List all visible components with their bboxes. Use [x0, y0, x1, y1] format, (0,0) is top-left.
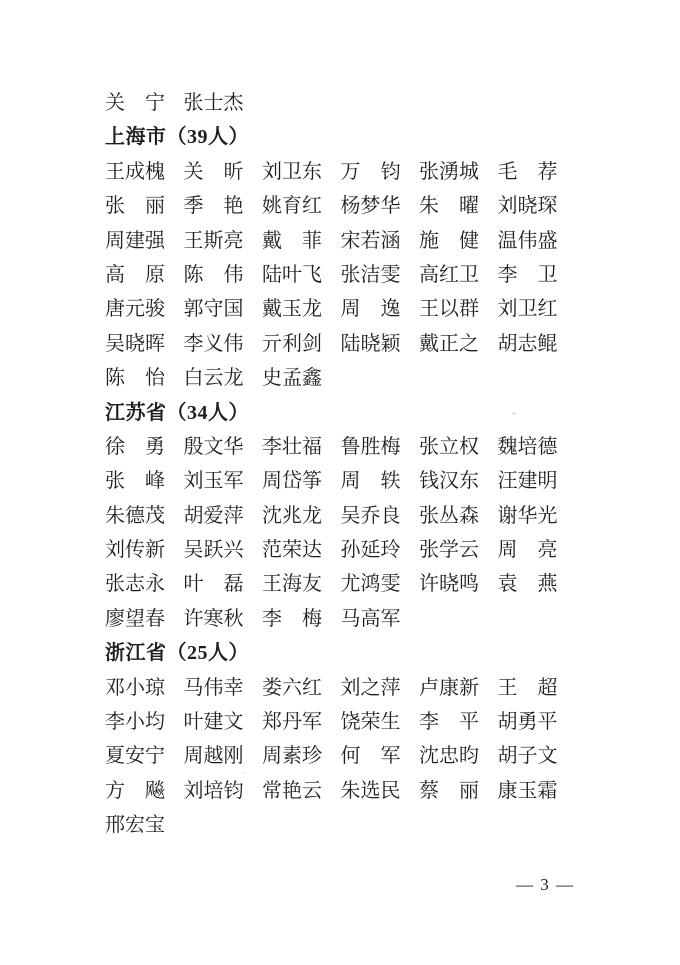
- person-name: 亓利剑: [262, 332, 322, 355]
- name-row: [105, 464, 567, 498]
- name-row: [105, 327, 567, 361]
- person-name: 周 亮: [497, 539, 558, 562]
- person-name: 李壮福: [262, 435, 322, 458]
- person-name: 万 钧: [340, 160, 401, 183]
- person-name: 袁 燕: [497, 573, 558, 596]
- person-name: 唐元骏: [105, 298, 165, 321]
- person-name: 李小均: [105, 711, 165, 734]
- name-row: [105, 808, 567, 842]
- person-name: 陈 伟: [183, 263, 244, 286]
- person-name: 方 飚: [105, 779, 165, 802]
- person-name: 夏安宁: [105, 745, 165, 768]
- person-name: 卢康新: [419, 676, 479, 699]
- person-name: 尤鸿雯: [340, 573, 401, 596]
- person-name: 张 峰: [105, 470, 165, 493]
- person-name: 徐 勇: [105, 435, 165, 458]
- person-name: 周越刚: [183, 745, 244, 768]
- person-name: 张丛森: [419, 504, 479, 527]
- person-name: 周建强: [105, 229, 165, 252]
- person-name: 陆晓颖: [340, 332, 401, 355]
- person-name: 王海友: [262, 573, 322, 596]
- name-row: [105, 258, 567, 292]
- person-name: 杨梦华: [340, 195, 401, 218]
- person-name: 谢华光: [497, 504, 558, 527]
- person-name: 李义伟: [183, 332, 244, 355]
- person-name: 胡爱萍: [183, 504, 244, 527]
- person-name: 马伟幸: [183, 676, 244, 699]
- person-name: 鲁胜梅: [340, 435, 401, 458]
- name-row: [105, 86, 567, 120]
- person-name: 孙延玲: [340, 539, 401, 562]
- person-name: 胡勇平: [497, 711, 558, 734]
- person-name: 许晓鸣: [419, 573, 479, 596]
- page-number: — 3 —: [516, 875, 575, 894]
- person-name: 刘卫东: [262, 160, 322, 183]
- person-name: 魏培德: [497, 435, 558, 458]
- name-row: [105, 361, 567, 395]
- person-name: 刘传新: [105, 539, 165, 562]
- person-name: 郭守国: [183, 298, 244, 321]
- person-name: 殷文华: [183, 435, 244, 458]
- person-name: 刘晓琛: [497, 195, 558, 218]
- person-name: 刘卫红: [497, 298, 558, 321]
- person-name: 陈 怡: [105, 367, 165, 390]
- person-name: 范荣达: [262, 539, 322, 562]
- person-name: 刘之萍: [340, 676, 401, 699]
- person-name: 张洁雯: [340, 263, 401, 286]
- name-row: [105, 499, 567, 533]
- person-name: 胡子文: [497, 745, 558, 768]
- section-heading: 上海市（39人）: [105, 126, 249, 149]
- person-name: 高红卫: [419, 263, 479, 286]
- person-name: 李 平: [419, 711, 479, 734]
- name-row: [105, 430, 567, 464]
- person-name: 李 梅: [262, 607, 322, 630]
- person-name: 邢宏宝: [105, 814, 165, 837]
- person-name: 周岱筝: [262, 470, 322, 493]
- person-name: 张学云: [419, 539, 479, 562]
- person-name: 郑丹军: [262, 711, 322, 734]
- name-row: [105, 292, 567, 326]
- person-name: 史孟鑫: [262, 367, 322, 390]
- person-name: 刘玉军: [183, 470, 244, 493]
- person-name: 王 超: [497, 676, 558, 699]
- person-name: 戴玉龙: [262, 298, 322, 321]
- person-name: 张立权: [419, 435, 479, 458]
- person-name: 吴晓晖: [105, 332, 165, 355]
- person-name: 季 艳: [183, 195, 244, 218]
- name-row: [105, 189, 567, 223]
- person-name: 温伟盛: [497, 229, 558, 252]
- person-name: 常艳云: [262, 779, 322, 802]
- name-row: [105, 567, 567, 601]
- person-name: 廖望春: [105, 607, 165, 630]
- person-name: 吴跃兴: [183, 539, 244, 562]
- name-row: [105, 705, 567, 739]
- person-name: 宋若涵: [340, 229, 401, 252]
- person-name: 毛 荐: [497, 160, 558, 183]
- person-name: 戴 菲: [262, 229, 322, 252]
- person-name: 姚育红: [262, 195, 322, 218]
- person-name: 沈忠昀: [419, 745, 479, 768]
- person-name: 马高军: [340, 607, 401, 630]
- person-name: 张湧城: [419, 160, 479, 183]
- person-name: 施 健: [419, 229, 479, 252]
- person-name: 刘培钧: [183, 779, 244, 802]
- person-name: 钱汉东: [419, 470, 479, 493]
- person-name: 许寒秋: [183, 607, 244, 630]
- person-name: 王成槐: [105, 160, 165, 183]
- name-row: [105, 602, 567, 636]
- person-name: 陆叶飞: [262, 263, 322, 286]
- person-name: 周 逸: [340, 298, 401, 321]
- person-name: 关 宁: [105, 92, 165, 114]
- name-list: [105, 86, 567, 843]
- person-name: 王以群: [419, 298, 479, 321]
- person-name: 张士杰: [183, 92, 244, 114]
- person-name: 康玉霜: [497, 779, 558, 802]
- person-name: 邓小琼: [105, 676, 165, 699]
- scan-artifact: [512, 412, 516, 415]
- person-name: 叶建文: [183, 711, 244, 734]
- person-name: 蔡 丽: [419, 779, 479, 802]
- name-row: [105, 224, 567, 258]
- person-name: 王斯亮: [183, 229, 244, 252]
- scan-artifact: [242, 772, 244, 774]
- section-heading: 浙江省（25人）: [105, 642, 249, 665]
- person-name: 白云龙: [183, 367, 244, 390]
- person-name: 张 丽: [105, 195, 165, 218]
- person-name: 胡志鲲: [497, 332, 558, 355]
- person-name: 戴正之: [419, 332, 479, 355]
- person-name: 周 轶: [340, 470, 401, 493]
- person-name: 朱德茂: [105, 504, 165, 527]
- person-name: 朱 曜: [419, 195, 479, 218]
- person-name: 李 卫: [497, 263, 558, 286]
- person-name: 叶 磊: [183, 573, 244, 596]
- person-name: 高 原: [105, 263, 165, 286]
- person-name: 饶荣生: [340, 711, 401, 734]
- person-name: 吴乔良: [340, 504, 401, 527]
- person-name: 娄六红: [262, 676, 322, 699]
- person-name: 关 昕: [183, 160, 244, 183]
- name-row: [105, 533, 567, 567]
- name-row: [105, 671, 567, 705]
- person-name: 何 军: [340, 745, 401, 768]
- person-name: 朱选民: [340, 779, 401, 802]
- name-row: [105, 739, 567, 773]
- name-row: [105, 155, 567, 189]
- section-heading: 江苏省（34人）: [105, 401, 249, 424]
- person-name: 张志永: [105, 573, 165, 596]
- name-row: [105, 774, 567, 808]
- person-name: 汪建明: [497, 470, 558, 493]
- person-name: 沈兆龙: [262, 504, 322, 527]
- person-name: 周素珍: [262, 745, 322, 768]
